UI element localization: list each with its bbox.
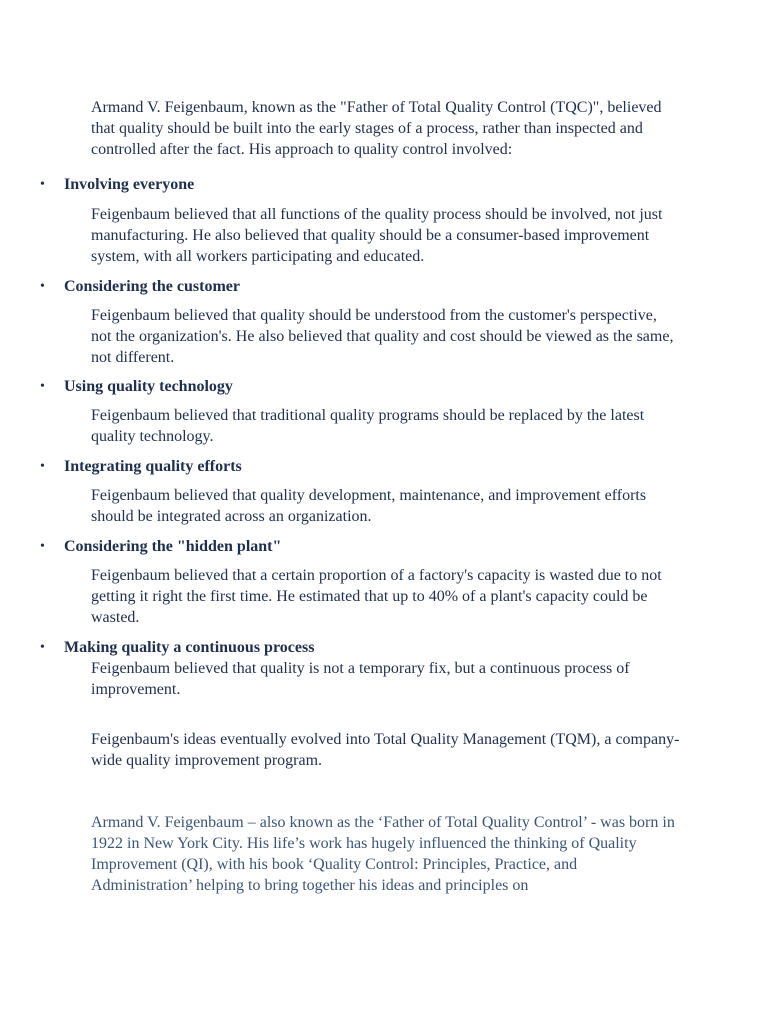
item-body: Feigenbaum believed that a certain proportion of a factory's capacity is wasted due to not getting it right the first time. He estimated that up to 40% of a plant's capacity could be wasted. <box>91 567 662 626</box>
item-body: Feigenbaum believed that quality development, maintenance, and improvement efforts should be integrated across an organization. <box>91 487 647 525</box>
item-heading: Considering the "hidden plant" <box>64 538 282 555</box>
item-heading: Involving everyone <box>64 176 195 193</box>
conclusion-paragraph: Feigenbaum's ideas eventually evolved into Total Quality Management (TQM), a company-wide quality improvement program. <box>91 731 680 769</box>
item-body: Feigenbaum believed that traditional quality programs should be replaced by the latest quality technology. <box>91 407 645 445</box>
item-body: Feigenbaum believed that quality should be understood from the customer's perspective, not the organization's. He also believed that quality and cost should be viewed as the same, not different. <box>91 307 674 366</box>
item-body: Feigenbaum believed that all functions of the quality process should be involved, not just manufacturing. He also believed that quality should be a consumer-based improvement system, with all workers participating and educated. <box>91 206 663 265</box>
item-body: Feigenbaum believed that quality is not a temporary fix, but a continuous process of improvement. <box>91 660 630 698</box>
bullet-icon: • <box>40 640 45 655</box>
bullet-icon: • <box>40 379 45 394</box>
item-heading: Using quality technology <box>64 378 233 395</box>
intro-paragraph: Armand V. Feigenbaum, known as the "Father of Total Quality Control (TQC)", believed that quality should be built into the early stages of a process, rather than inspected and controlled after the fact. His approach to quality control involved: <box>91 99 662 158</box>
bullet-icon: • <box>40 279 45 294</box>
bullet-icon: • <box>40 459 45 474</box>
item-heading: Making quality a continuous process <box>64 639 315 656</box>
item-heading: Integrating quality efforts <box>64 458 242 475</box>
bullet-icon: • <box>40 177 45 192</box>
item-heading: Considering the customer <box>64 278 240 295</box>
bullet-icon: • <box>40 539 45 554</box>
bio-paragraph: Armand V. Feigenbaum – also known as the ‘Father of Total Quality Control’ - was born in 1922 in New York City. His life’s work has hugely influenced the thinking of Quality Improvement (QI), with his book ‘Quality Control: Principles, Practice, and Administration’ helping to bring together his ideas and principles on <box>91 814 675 894</box>
